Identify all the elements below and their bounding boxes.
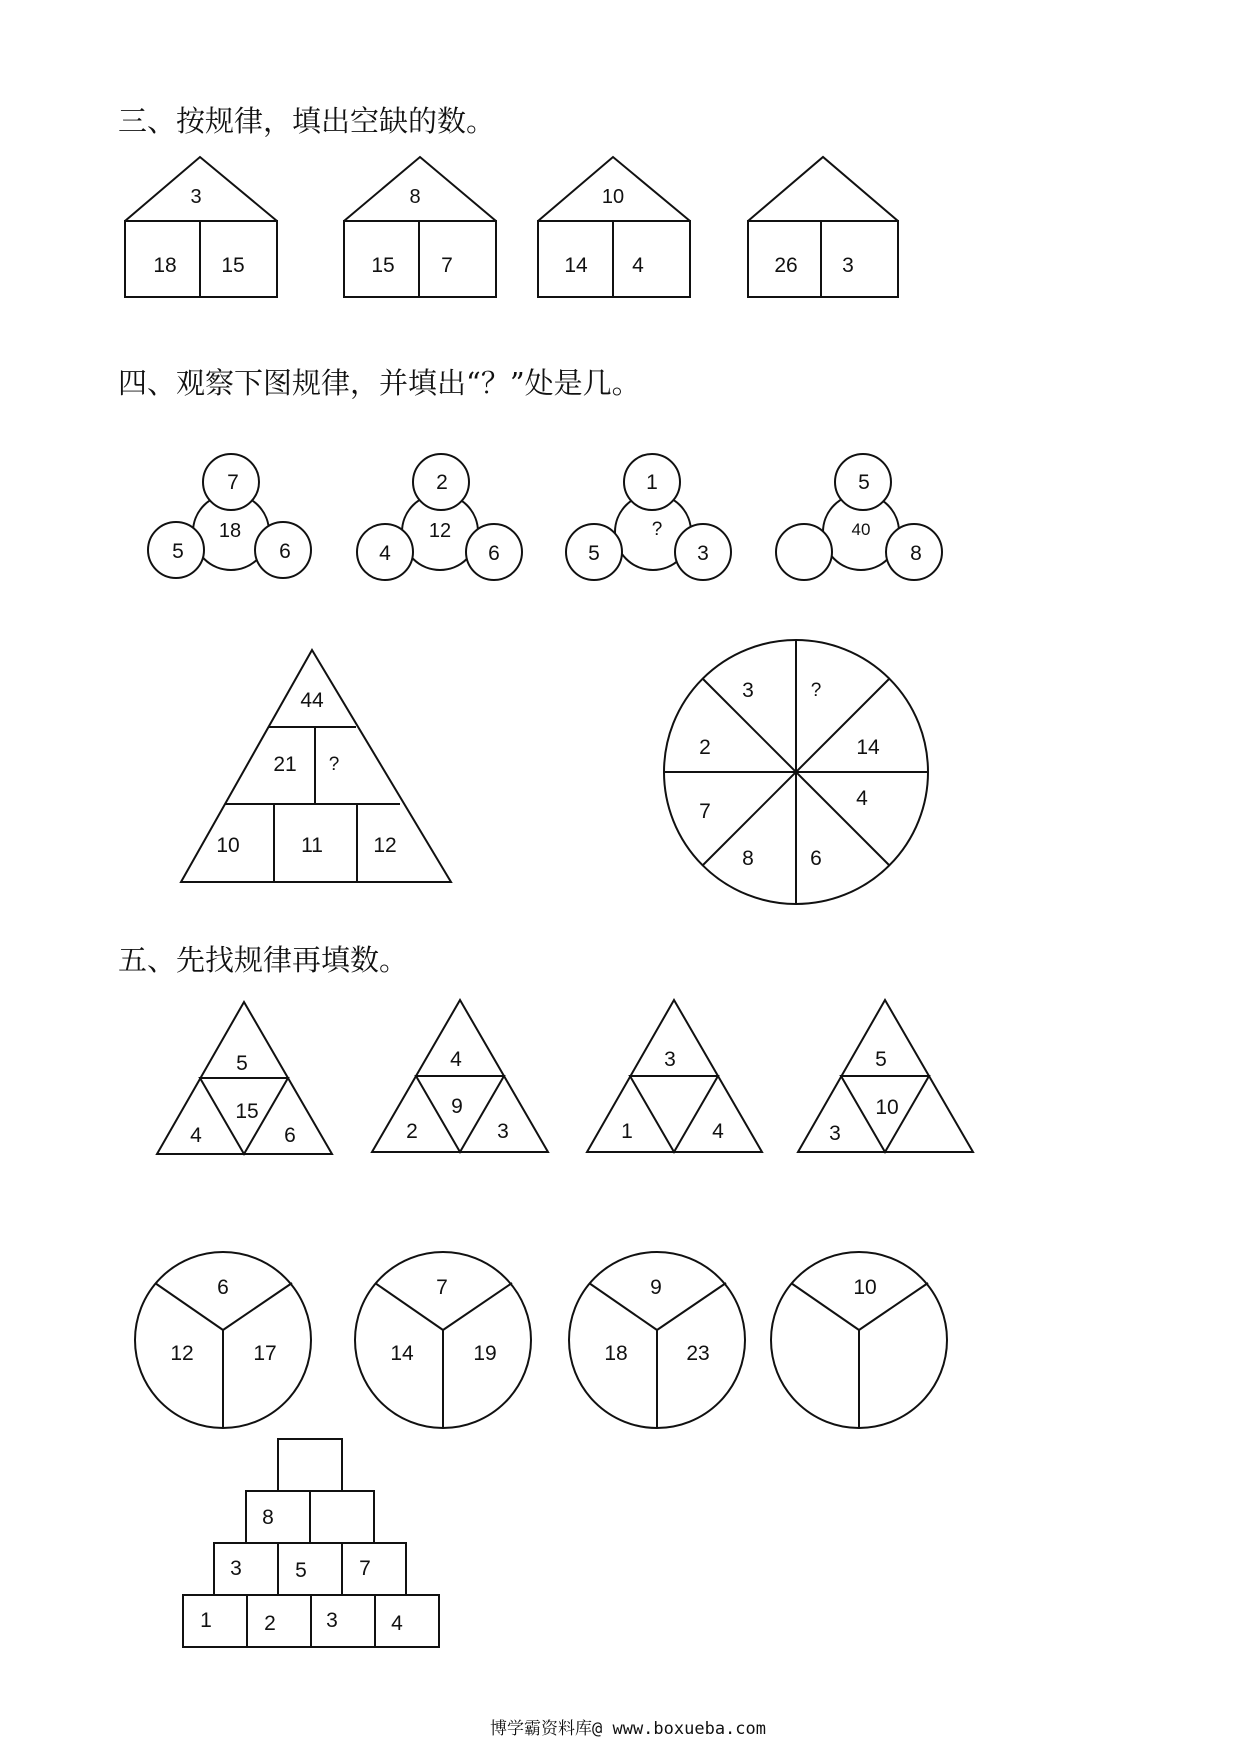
house-2 xyxy=(344,157,496,297)
number-wheel-sector-7-value: 7 xyxy=(699,800,711,823)
split-circle-1-line-left xyxy=(155,1283,223,1330)
number-wheel xyxy=(664,640,928,904)
split-circle-2-line-right xyxy=(443,1283,512,1330)
circle-group-2-top-value: 2 xyxy=(436,471,448,494)
pyramid-block-r4-3-value: 3 xyxy=(326,1609,338,1632)
split-circle-1-right-value: 17 xyxy=(253,1342,277,1365)
split-circle-4 xyxy=(771,1252,947,1428)
pyramid-block-r4-3 xyxy=(311,1595,375,1647)
section3-title: 三、按规律，填出空缺的数。 xyxy=(118,104,496,138)
house-3-left-value: 14 xyxy=(564,254,588,277)
house-1-left-value: 18 xyxy=(153,254,177,277)
pyramid-block-r3-1-value: 3 xyxy=(230,1557,242,1580)
split-triangle-1-right-value: 6 xyxy=(284,1124,296,1147)
split-triangle-4-left-value: 3 xyxy=(829,1122,841,1145)
circle-group-3-right-value: 3 xyxy=(697,542,709,565)
split-circle-1-line-right xyxy=(223,1283,292,1330)
block-pyramid xyxy=(183,1439,439,1647)
circle-group-2-left-value: 4 xyxy=(379,542,391,565)
circle-group-4-left xyxy=(776,524,832,580)
house-4-right-value: 3 xyxy=(842,254,854,277)
number-triangle xyxy=(181,650,451,882)
circle-group-4-top-value: 5 xyxy=(858,471,870,494)
split-triangle-3-inner xyxy=(630,1076,718,1152)
pyramid-block-r1-1 xyxy=(278,1439,342,1491)
number-wheel-sector-1-value: 3 xyxy=(742,679,754,702)
split-triangle-2-right-value: 3 xyxy=(497,1120,509,1143)
house-3-roof-value: 10 xyxy=(601,186,625,208)
circle-group-3-center-value: ? xyxy=(651,519,663,540)
circle-group-1 xyxy=(148,454,311,578)
pyramid-block-r2-1 xyxy=(246,1491,310,1543)
circle-group-2-right-value: 6 xyxy=(488,542,500,565)
house-2-right-value: 7 xyxy=(441,254,453,277)
split-triangle-4 xyxy=(798,1000,973,1152)
circle-group-2 xyxy=(357,454,522,580)
split-triangle-1-center-value: 15 xyxy=(235,1100,259,1123)
pyramid-block-r4-4 xyxy=(375,1595,439,1647)
house-3-right-value: 4 xyxy=(632,254,644,277)
circle-group-2-center-value: 12 xyxy=(428,520,452,542)
split-circle-1-left-value: 12 xyxy=(170,1342,194,1365)
pyramid-block-r4-1 xyxy=(183,1595,247,1647)
split-circle-2 xyxy=(355,1252,531,1428)
circle-group-1-center-value: 18 xyxy=(218,520,242,542)
number-wheel-sector-2-value: ? xyxy=(810,680,822,701)
split-circle-1 xyxy=(135,1252,311,1428)
number-wheel-sector-3-value: 14 xyxy=(856,736,880,759)
split-circle-4-top-value: 10 xyxy=(853,1276,877,1299)
pyramid-block-r3-2-value: 5 xyxy=(295,1559,307,1582)
pyramid-block-r3-3-value: 7 xyxy=(359,1557,371,1580)
house-4-left-value: 26 xyxy=(774,254,798,277)
circle-group-3 xyxy=(566,454,731,580)
split-triangle-3-top-value: 3 xyxy=(664,1048,676,1071)
house-1 xyxy=(125,157,277,297)
split-circle-2-top-value: 7 xyxy=(436,1276,448,1299)
number-wheel-sector-6-value: 8 xyxy=(742,847,754,870)
house-2-left-value: 15 xyxy=(371,254,395,277)
number-wheel-sector-8-value: 2 xyxy=(699,736,711,759)
pyramid-block-r4-2 xyxy=(247,1595,311,1647)
split-triangle-1-top-value: 5 xyxy=(236,1052,248,1075)
house-4-roof xyxy=(748,157,898,221)
number-wheel-sector-5-value: 6 xyxy=(810,847,822,870)
split-triangle-1 xyxy=(157,1002,332,1154)
split-circle-2-line-left xyxy=(375,1283,443,1330)
number-wheel-sector-4-value: 4 xyxy=(856,787,868,810)
split-triangle-1-left-value: 4 xyxy=(190,1124,202,1147)
number-triangle-middle-right-value: ? xyxy=(328,754,340,775)
split-circle-3-top-value: 9 xyxy=(650,1276,662,1299)
house-4 xyxy=(748,157,898,297)
split-circle-1-top-value: 6 xyxy=(217,1276,229,1299)
split-triangle-2 xyxy=(372,1000,548,1152)
split-circle-2-left-value: 14 xyxy=(390,1342,414,1365)
section4-title: 四、观察下图规律，并填出“？”处是几。 xyxy=(118,366,641,400)
circle-group-1-top-value: 7 xyxy=(227,471,239,494)
split-triangle-2-left-value: 2 xyxy=(406,1120,418,1143)
house-3 xyxy=(538,157,690,297)
number-triangle-bottom-value-2: 11 xyxy=(301,834,323,857)
split-triangle-2-top-value: 4 xyxy=(450,1048,462,1071)
footer-source: 博学霸资料库@ www.boxueba.com xyxy=(490,1719,766,1739)
circle-group-3-top-value: 1 xyxy=(646,471,658,494)
circle-group-4-center-value: 40 xyxy=(851,520,871,539)
house-4-body xyxy=(748,221,898,297)
number-triangle-top-value: 44 xyxy=(300,689,324,712)
pyramid-block-r4-2-value: 2 xyxy=(264,1612,276,1635)
split-triangle-3-left-value: 1 xyxy=(621,1120,633,1143)
split-circle-2-right-value: 19 xyxy=(473,1342,497,1365)
split-triangle-3-right-value: 4 xyxy=(712,1120,724,1143)
pyramid-block-r3-2 xyxy=(278,1543,342,1595)
split-circle-3-line-right xyxy=(657,1283,726,1330)
split-triangle-4-center-value: 10 xyxy=(875,1096,899,1119)
house-1-roof-value: 3 xyxy=(190,186,202,208)
pyramid-block-r2-1-value: 8 xyxy=(262,1506,274,1529)
split-circle-3-line-left xyxy=(589,1283,657,1330)
split-circle-3-right-value: 23 xyxy=(686,1342,710,1365)
section5-title: 五、先找规律再填数。 xyxy=(118,943,409,977)
number-triangle-bottom-value-3: 12 xyxy=(373,834,397,857)
split-triangle-2-center-value: 9 xyxy=(451,1095,463,1118)
split-triangle-4-top-value: 5 xyxy=(875,1048,887,1071)
pyramid-block-r4-4-value: 4 xyxy=(391,1612,403,1635)
circle-group-1-left-value: 5 xyxy=(172,540,184,563)
number-triangle-bottom-value-1: 10 xyxy=(216,834,240,857)
house-2-roof-value: 8 xyxy=(409,186,421,208)
circle-group-4-right-value: 8 xyxy=(910,542,922,565)
split-circle-3 xyxy=(569,1252,745,1428)
circle-group-4 xyxy=(776,454,942,580)
circle-group-1-right-value: 6 xyxy=(279,540,291,563)
pyramid-block-r3-1 xyxy=(214,1543,278,1595)
pyramid-block-r3-3 xyxy=(342,1543,406,1595)
pyramid-block-r4-1-value: 1 xyxy=(200,1609,212,1632)
pyramid-block-r2-2 xyxy=(310,1491,374,1543)
circle-group-3-left-value: 5 xyxy=(588,542,600,565)
house-1-right-value: 15 xyxy=(221,254,245,277)
number-triangle-middle-left-value: 21 xyxy=(273,753,297,776)
split-circle-4-line-left xyxy=(791,1283,859,1330)
split-circle-3-left-value: 18 xyxy=(604,1342,628,1365)
split-triangle-3 xyxy=(587,1000,762,1152)
